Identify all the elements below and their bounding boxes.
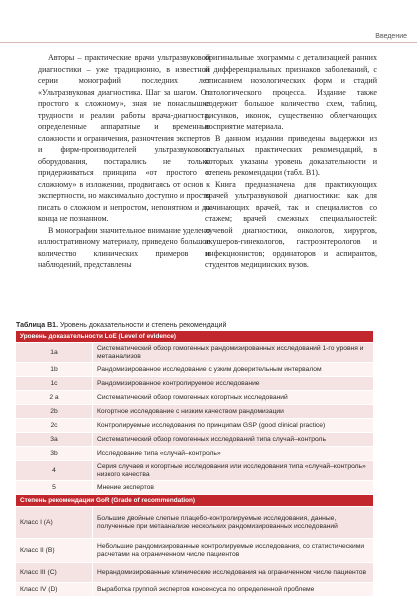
description-cell: Контролируемые исследования по принципам GSP (good clinical practice) [97, 421, 326, 429]
level-cell: 1b [16, 363, 93, 376]
table-row [16, 447, 373, 461]
evidence-table [16, 331, 373, 597]
gor-section-header: Степень рекомендации GoR (Grade of recommendation) [16, 495, 373, 507]
grade-cell: Класс IV (D) [16, 583, 93, 596]
table-row [16, 583, 373, 597]
header-rule [0, 42, 417, 43]
level-cell: 1a [16, 343, 93, 362]
paragraph: оригинальные эхограммы с детализацией ранних и дифференциальных признаков заболеваний, с описанием нозологических форм и стадий патологического процесса. Издание также содержит большое количество схем, таблиц, рисунков, иконок, существенно облегчающих восприятие материала. [205, 53, 377, 131]
paragraph: В монографии значительное внимание уделено иллюстративному материалу, приведено большое количество клинических примеров и наблюдений, представлены [38, 225, 210, 269]
table-row [16, 363, 373, 377]
table-row [16, 433, 373, 447]
table-row [16, 563, 373, 583]
loe-section-header: Уровень доказательности LoE (Level of evidence) [16, 331, 373, 343]
description-cell: Большие двойные слепые плацебо-контролируемые исследования, данные, полученные при метаанализе нескольких рандомизированных исследований [97, 514, 338, 530]
table-row [16, 343, 373, 363]
table-row [16, 377, 373, 391]
grade-cell: Класс II (B) [16, 539, 93, 562]
paragraph: В данном издании приведены выдержки из актуальных практических рекомендаций, в которых указаны уровень доказательности и степень рекомендации (табл. В1). [205, 133, 377, 177]
description-cell: Систематический обзор гомогенных исследований типа случай–контроль [97, 435, 326, 443]
level-cell: 3a [16, 433, 93, 446]
table-row [16, 507, 373, 539]
table-row [16, 461, 373, 481]
table-number: Таблица В1. [16, 322, 59, 329]
table-row [16, 391, 373, 405]
running-header-section: Введение [375, 33, 407, 40]
table-caption [16, 322, 226, 329]
table-row [16, 539, 373, 563]
description-cell: Когортное исследование с низким качеством рандомизации [97, 407, 284, 415]
table-row [16, 481, 373, 495]
page-header [0, 0, 417, 42]
table-row [16, 405, 373, 419]
left-text-column [38, 52, 210, 271]
table-row [16, 419, 373, 433]
description-cell: Исследование типа «случай–контроль» [97, 449, 221, 457]
description-cell: Систематический обзор гомогенных когортных исследований [97, 393, 288, 401]
description-cell: Небольшие рандомизированные контролируемые исследования, со статистическими расчетами на ограниченном числе пациентов [97, 542, 365, 558]
level-cell: 2 a [16, 391, 93, 404]
description-cell: Рандомизированное исследование с узким доверительным интервалом [97, 365, 322, 373]
level-cell: 3b [16, 447, 93, 460]
level-cell: 1c [16, 377, 93, 390]
right-text-column [205, 52, 377, 271]
level-cell: 2b [16, 405, 93, 418]
paragraph: Книга предназначена для практикующих врачей ультразвуковой диагностики: как для начинающих врачей, так и специалистов со стажем; врачей смежных специальностей: лучевой диагностики, онкологов, хирургов, акушеров-гинекологов, гастроэнтерологов и инфекционистов; ординаторов и аспирантов, студентов медицинских вузов. [205, 179, 377, 269]
description-cell: Нерандомизированные клинические исследования на ограниченном числе пациентов [97, 568, 367, 576]
paragraph: Авторы – практические врачи ультразвуковой диагностики – уже традиционно, в известной серии монографий последних лет «Ультразвуковая диагностика. Шаг за шагом. От простого к сложному», зная не понаслышке трудности и реалии работы врача-диагноста, определенные аппаратные и временные сложности и ограничения, разночтения экспертов и фирм-производителей ультразвукового оборудования, постарались не только придерживаться принципа «от простого к сложному» в изложении, продвигаясь от основ к экспертности, но максимально доступно и просто писать о сложном и непростом, непонятном и до конца не познанном. [38, 53, 210, 223]
description-cell: Систематический обзор гомогенных рандомизированных исследований 1-го уровня и метаанализов [97, 344, 364, 360]
level-cell: 2c [16, 419, 93, 432]
description-cell: Рандомизированное контролируемое исследование [97, 379, 260, 387]
description-cell: Мнение экспертов [97, 483, 154, 491]
table-title: Уровень доказательности и степень рекомендаций [58, 322, 227, 329]
loe-rows [16, 343, 373, 495]
grade-cell: Класс I (A) [16, 507, 93, 538]
gor-rows [16, 507, 373, 597]
level-cell: 5 [16, 481, 93, 494]
level-cell: 4 [16, 461, 93, 480]
description-cell: Выработка группой экспертов консенсуса по определенной проблеме [97, 585, 315, 593]
description-cell: Серия случаев и когортные исследования или исследования типа «случай–контроль» низкого качества [97, 462, 366, 478]
grade-cell: Класс III (C) [16, 563, 93, 582]
